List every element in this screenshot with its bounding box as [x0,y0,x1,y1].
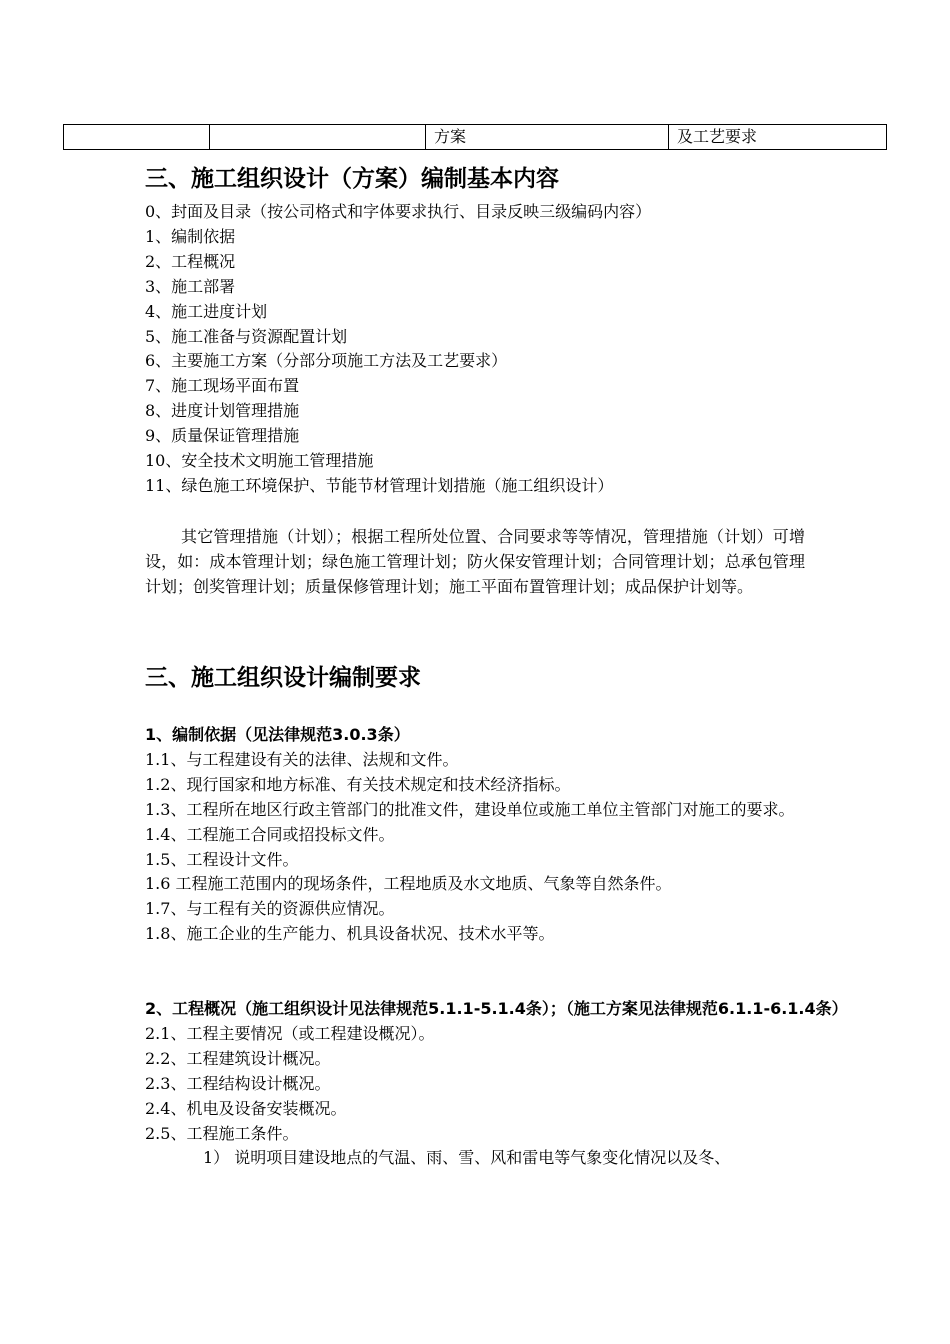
list-item: 2.4、机电及设备安装概况。 [145,1098,347,1118]
list-item: 4、施工进度计划 [145,301,268,321]
list-item: 1.3、工程所在地区行政主管部门的批准文件，建设单位或施工单位主管部门对施工的要求。 [145,799,795,819]
list-item: 3、施工部署 [145,276,236,296]
list-item: 7、施工现场平面布置 [145,376,300,396]
list-item: 2.1、工程主要情况（或工程建设概况）。 [145,1023,435,1043]
overview-heading: 2、工程概况（施工组织设计见法律规范5.1.1-5.1.4条）；（施工方案见法律规范6.1.1-6.1.4条） [145,999,848,1018]
other-measures-paragraph: 其它管理措施（计划）；根据工程所处位置、合同要求等等情况，管理措施（计划）可增设，如：成本管理计划；绿色施工管理计划；防火保安管理计划；合同管理计划；总承包管理计划；创奖管理计划；质量保修管理计划；施工平面布置管理计划；成品保护计划等。 [145,527,805,596]
list-item: 1.5、工程设计文件。 [145,849,299,869]
table-cell: 及工艺要求 [677,127,758,146]
section-title-requirements: 三、施工组织设计编制要求 [145,665,421,691]
list-item: 2.2、工程建筑设计概况。 [145,1048,331,1068]
list-item: 2.3、工程结构设计概况。 [145,1073,331,1093]
list-item: 6、主要施工方案（分部分项施工方法及工艺要求） [145,351,508,371]
list-item: 2、工程概况 [145,251,236,271]
overview-list [145,997,848,1171]
list-item: 1.4、工程施工合同或招投标文件。 [145,824,395,844]
list-item: 1.8、施工企业的生产能力、机具设备状况、技术水平等。 [145,924,555,944]
basic-content-list [145,200,651,499]
list-item: 0、封面及目录（按公司格式和字体要求执行、目录反映三级编码内容） [145,202,652,221]
list-item: 8、进度计划管理措施 [145,401,300,421]
list-item: 1.7、与工程有关的资源供应情况。 [145,899,395,919]
table-cell: 方案 [426,125,669,149]
basis-heading: 1、编制依据（见法律规范3.0.3条） [145,725,410,744]
table-cell [64,125,210,149]
list-item: 1） 说明项目建设地点的气温、雨、雪、风和雷电等气象变化情况以及冬、 [203,1148,731,1168]
list-item: 2.5、工程施工条件。 [145,1123,299,1143]
list-item: 1.2、现行国家和地方标准、有关技术规定和技术经济指标。 [145,774,571,794]
list-item: 10、安全技术文明施工管理措施 [145,451,374,471]
list-item: 1.1、与工程建设有关的法律、法规和文件。 [145,749,459,769]
table-row [63,124,887,150]
list-item: 5、施工准备与资源配置计划 [145,326,348,346]
list-item: 1、编制依据 [145,226,236,246]
table-cell [210,125,426,149]
list-item: 9、质量保证管理措施 [145,426,300,446]
list-item: 11、绿色施工环境保护、节能节材管理计划措施（施工组织设计） [145,475,614,495]
section-title-basic-content: 三、施工组织设计（方案）编制基本内容 [145,166,559,192]
list-item: 1.6 工程施工范围内的现场条件，工程地质及水文地质、气象等自然条件。 [145,874,672,894]
basis-list [145,723,823,947]
